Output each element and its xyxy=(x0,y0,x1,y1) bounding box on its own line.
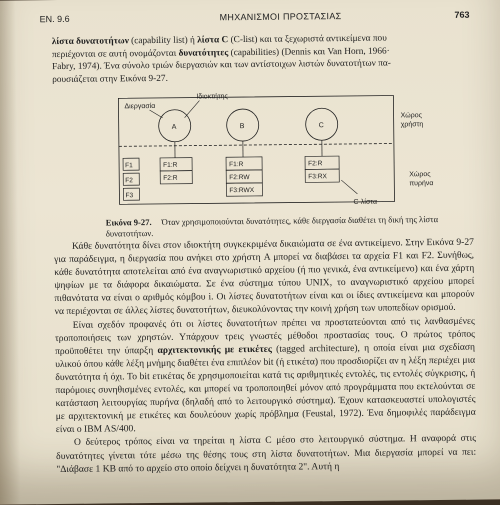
user-space-label: Χώρος xyxy=(401,111,423,119)
term-c-list: λίστα C xyxy=(197,35,228,45)
intro-text: (capability list) ή xyxy=(129,36,197,47)
running-header xyxy=(40,10,484,29)
process-a-label: A xyxy=(172,124,177,131)
intro-text: (capabilities) (Dennis και Van Horn, 1966· xyxy=(228,46,390,58)
section-number: ΕΝ. 9.6 xyxy=(40,14,70,24)
file-f3: F3 xyxy=(125,192,133,199)
diagram-frame xyxy=(118,95,394,204)
term-capabilities: δυνατότητες xyxy=(179,48,229,59)
file-f1: F1 xyxy=(125,162,133,169)
user-space-label: χρήστη xyxy=(401,121,424,128)
capability-list-diagram xyxy=(104,81,460,215)
intro-text: περιέχονται σε αυτή ονομάζονται xyxy=(52,48,179,59)
paragraph xyxy=(55,314,476,436)
figure-number: Εικόνα 9-27. xyxy=(106,217,152,227)
body-text xyxy=(54,236,476,476)
c-list-c-entry-text: F3:RX xyxy=(308,173,327,180)
file-f2: F2 xyxy=(125,177,133,184)
paragraph: Κάθε δυνατότητα δίνει στον ιδιοκτήτη συγκεκριμένα δικαιώματα σε ένα αντικείμενο. Στην Εικόνα 9-27 για παράδειγμα, η διεργασία που ανήκει στο χρήστη A μπορεί να διαβάσει τα αρχεία F1 και F2. Συνήθως, κάθε δυνατότητα αποτελείται από ένα αναγνωριστικό αρχείου (ή πιο γενικά, ένα αντικείμενο) και ένα χάρτη ψηφίων με τα διάφορα δικαιώματα. Σε ένα σύστημα τύπου UNIX, το αναγνωριστικό αρχείου μπορεί πιθανότατα να είναι ο αριθμός κόμβου i. Οι λίστες δυνατοτήτων είναι και οι ίδιες αντικείμενα και μπορούν να περιέχονται σε άλλες λίστες δυνατοτήτων, διευκολύνοντας την κοινή χρήση των υποπεδίων ορισμού. xyxy=(54,236,475,319)
chapter-title: ΜΗΧΑΝΙΣΜΟΙ ΠΡΟΣΤΑΣΙΑΣ xyxy=(220,11,342,22)
intro-paragraph xyxy=(52,32,471,87)
page-shadow xyxy=(0,0,21,504)
intro-text: (C-list) και τα ξεχωριστά αντικείμενα που xyxy=(228,34,387,46)
paragraph-text: Είναι σχεδόν προφανές ότι οι λίστες δυνατοτήτων πρέπει να προστατεύονται από τις λανθασμένες τροποποιήσεις των χρηστών. Υπάρχουν τρεις γνωστές μέθοδοι προστασίας τους. Ο πρώτος τρόπος προϋποθέτει την ύπαρξη xyxy=(55,315,475,357)
c-list-b-entry-text: F3:RWX xyxy=(229,187,254,194)
process-b-label: B xyxy=(240,123,245,130)
paragraph-text: (tagged architecture), η οποία είναι μια σχεδίαση υλικού όπου κάθε λέξη μνήμης διαθέτει ένα επιπλέον bit (ή ετικέτα) που προσδιορίζει αν η λέξη περιέχει μια δυνατότητα ή όχι. Το bit ετικέτας δε χρησιμοποιείται κατά τις αριθμητικές εντολές, τις εντολές σύγκρισης, ή παρόμοιες συνηθισμένες εντολές, και μπορεί να τροποποιηθεί μόνον από προγράμματα που εκτελούνται σε κατάσταση λειτουργίας πυρήνα (δηλαδή από το λειτουργικό σύστημα). Έχουν κατασκευαστεί υπολογιστές με αρχιτεκτονική με ετικέτες και δουλεύουν χωρίς πρόβλημα (Feustal, 1972). Ένα δημοφιλές παράδειγμα είναι ο IBM AS/400. xyxy=(55,341,476,435)
term-tagged-architecture: αρχιτεκτονικής με ετικέτες xyxy=(157,344,272,356)
c-list-label: C-λίστα xyxy=(353,198,377,206)
c-list-a-entry-text: F2:R xyxy=(163,175,178,182)
intro-text: Fabry, 1974). Ένα σύνολο τριών διεργασιών και των αντίστοιχων λιστών δυνατοτήτων πα- xyxy=(52,57,470,74)
term-capability-list: λίστα δυνατοτήτων xyxy=(52,36,129,47)
caption-text: Όταν χρησιμοποιούνται δυνατότητες, κάθε διεργασία διαθέτει τη δική της λίστα δυνατοτήτων. xyxy=(106,214,438,238)
kernel-space-label: Χώρος xyxy=(409,170,431,178)
intro-text: ρουσιάζεται στην Εικόνα 9-27. xyxy=(52,69,470,86)
kernel-space-label: πυρήνα xyxy=(409,180,433,187)
c-list-b-entry-text: F2:RW xyxy=(229,174,250,181)
process-pointer xyxy=(150,110,163,118)
owner-label: Ιδιοκτήτης xyxy=(196,93,228,100)
c-list-b-entry-text: F1:R xyxy=(229,161,244,168)
process-label: Διεργασία xyxy=(124,102,155,110)
c-list-pointer xyxy=(341,180,357,194)
user-kernel-boundary xyxy=(119,143,394,146)
page-number: 763 xyxy=(454,10,469,20)
paragraph: Ο δεύτερος τρόπος είναι να τηρείται η λίστα C μέσο στο λειτουργικό σύστημα. Η αναφορά στις δυνατότητες γίνεται τότε μέσω της θέσης τους στη λίστα δυνατοτήτων. Μια διεργασία μπορεί να πει: "Διάβασε 1 KB από το αρχείο στο οποίο δείχνει η δυνατότητα 2". Αυτή η xyxy=(56,432,476,476)
process-c-label: C xyxy=(319,122,324,129)
c-list-a-entry-text: F1:R xyxy=(163,162,178,169)
c-list-c-entry-text: F2:R xyxy=(308,160,323,167)
